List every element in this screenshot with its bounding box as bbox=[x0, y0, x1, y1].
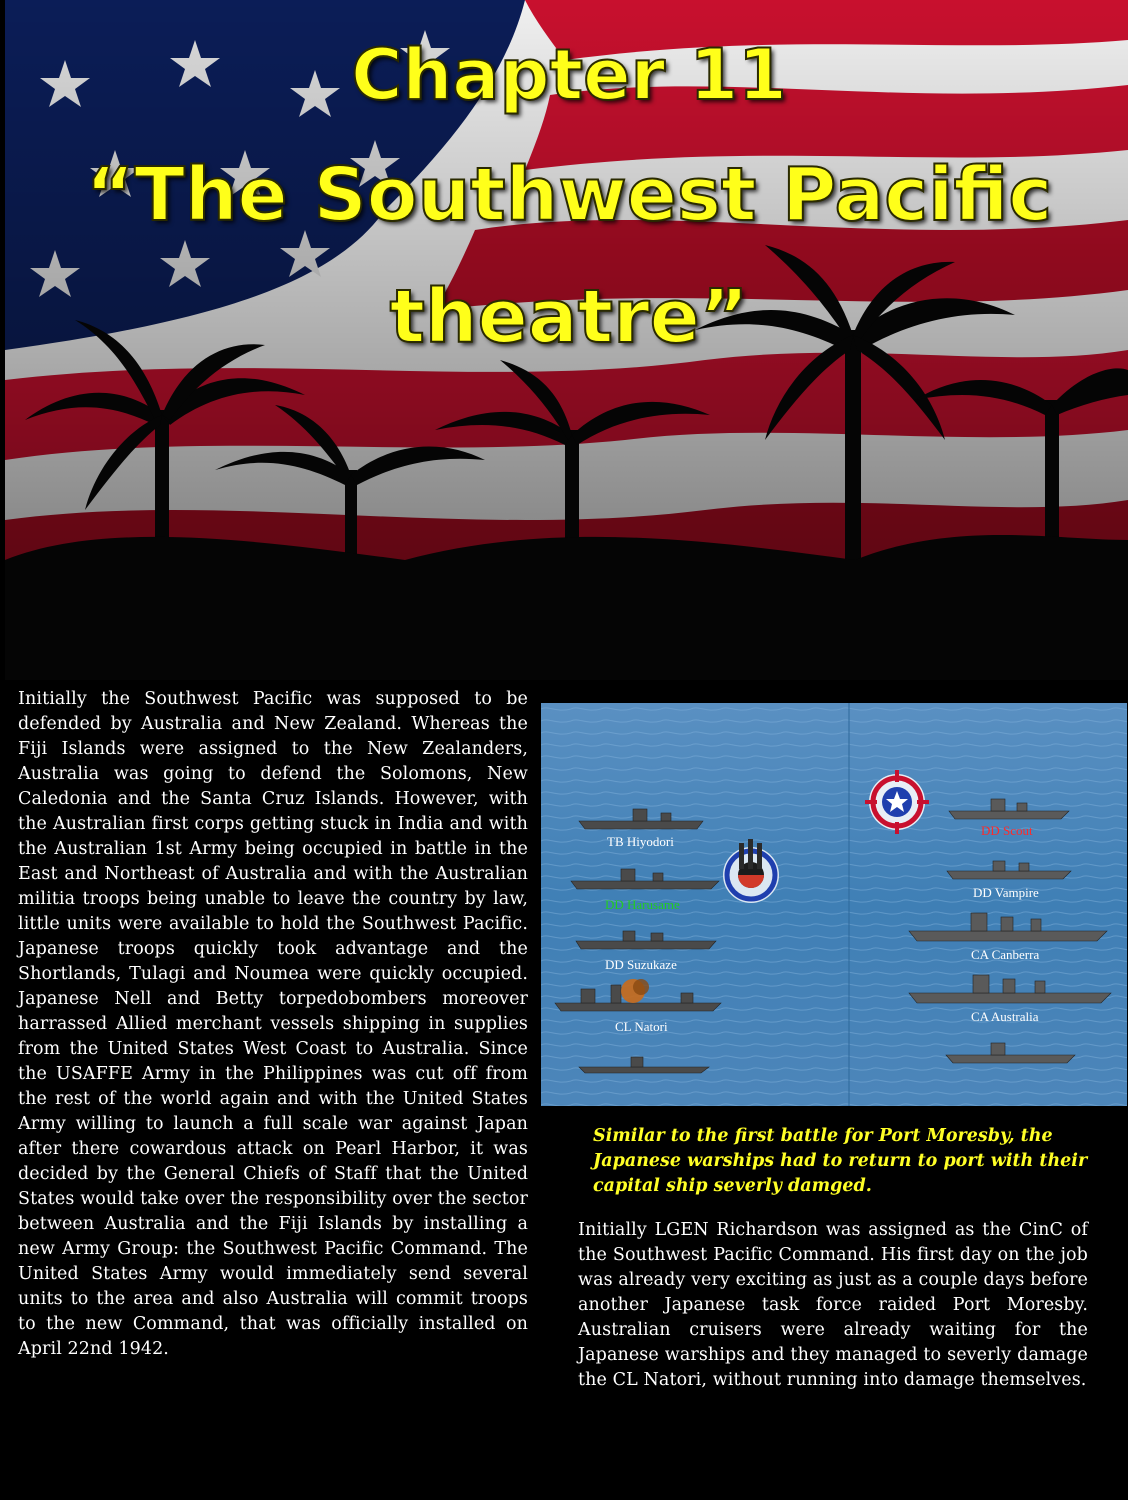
ship-label: DD Suzukaze bbox=[605, 957, 677, 972]
naval-battle-screenshot bbox=[541, 703, 1127, 1106]
ship-label: TB Hiyodori bbox=[607, 834, 674, 849]
ship-label: CA Canberra bbox=[971, 947, 1040, 962]
image-caption: Similar to the first battle for Port Moresby, the Japanese warships had to return to port with their capital ship severly damged. bbox=[593, 1126, 1088, 1196]
ship-label: CL Natori bbox=[615, 1019, 668, 1034]
left-column-paragraph: Initially the Southwest Pacific was supposed to be defended by Australia and New Zealand. Whereas the Fiji Islands were assigned to the New Zealanders, Australia was going to defend the Solomons, New Caledonia and the Santa Cruz Islands. However, with the Australian first corps getting stuck in India and with the Australian 1st Army being occupied in battle in the East and Northeast of Australia and with the Australian militia troops being unable to leave the country by law, little units were available to hold the Southwest Pacific. Japanese troops quickly took advantage and the Shortlands, Tulagi and Noumea were quickly occupied. Japanese Nell and Betty torpedobombers moreover harrassed Allied merchant vessels shipping in supplies from the United States West Coast to Australia. Since the USAFFE Army in the Philippines was cut off from the rest of the world again and with the United States Army willing to launch a full scale war against Japan after there cowardous attack on Pearl Harbor, it was decided by the General Chiefs of Staff that the United States would take over the responsibility over the sector between Australia and the Fiji Islands by installing a new Army Group: the Southwest Pacific Command. The United States Army would immediately send several units to the area and also Australia will commit troops to the new Command, that was officially installed on April 22nd 1942. bbox=[18, 689, 528, 1359]
chapter-title-line-1: Chapter 11 bbox=[351, 34, 787, 116]
ship-label: DD Scout bbox=[981, 823, 1033, 838]
ship-label: DD Vampire bbox=[973, 885, 1039, 900]
right-column-paragraph: Initially LGEN Richardson was assigned as the CinC of the Southwest Pacific Command. His first day on the job was already very exciting as just as a couple days before another Japanese task force raided Port Moresby. Australian cruisers were already waiting for the Japanese warships and they managed to severly damage the CL Natori, without running into damage themselves. bbox=[578, 1220, 1088, 1390]
chapter-title-line-3: theatre” bbox=[389, 274, 749, 360]
ship-label: DD Harusame bbox=[605, 897, 680, 912]
chapter-title-line-2: “The Southwest Pacific bbox=[85, 152, 1053, 238]
hero-banner bbox=[5, 0, 1128, 680]
ship-label: CA Australia bbox=[971, 1009, 1039, 1024]
